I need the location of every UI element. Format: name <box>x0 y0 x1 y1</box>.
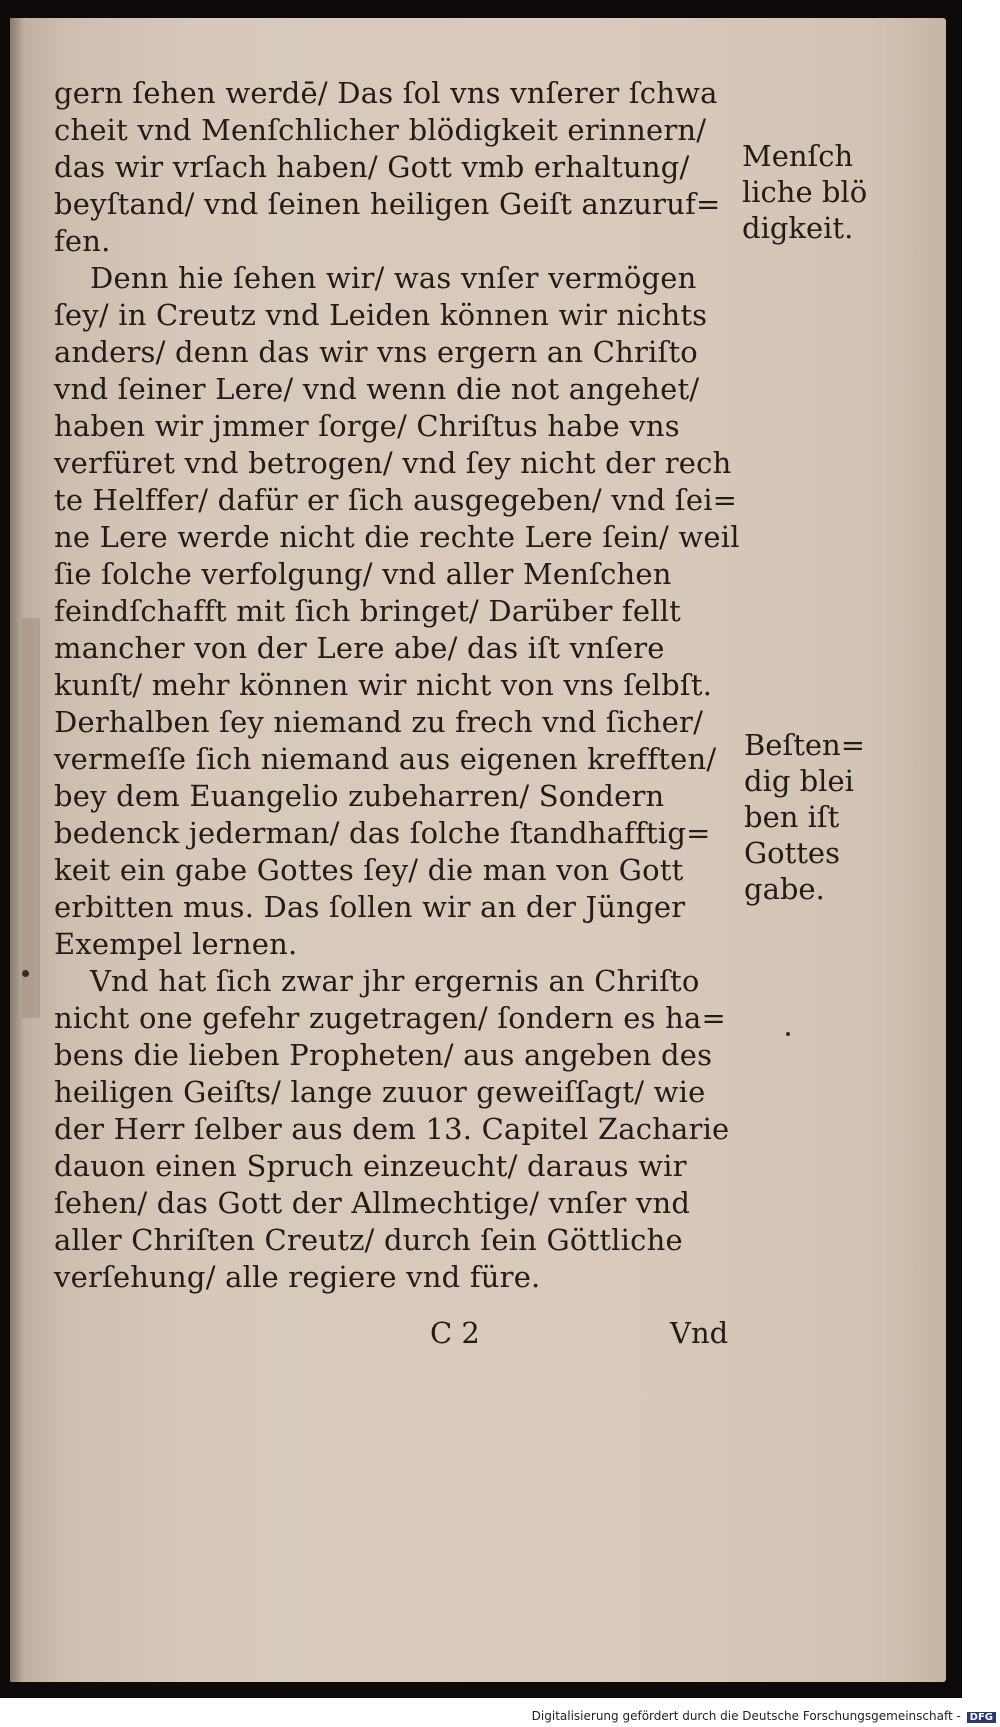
margin-note-line: gabe. <box>744 872 825 906</box>
text-line: ſehen/ das Gott der Allmechtige/ vnſer vnd <box>54 1186 691 1220</box>
margin-note-line: Menſch <box>742 139 854 173</box>
text-line: ne Lere werde nicht die rechte Lere ſein/ weil <box>54 520 740 554</box>
text-line: Denn hie ſehen wir/ was vnſer vermögen <box>90 261 697 295</box>
margin-note-line: Beſten= <box>744 728 865 762</box>
text-line: feindſchafft mit ſich bringet/ Darüber fellt <box>54 594 682 628</box>
digitization-credit <box>532 1709 996 1723</box>
text-line: kunſt/ mehr können wir nicht von vns ſelbſt. <box>54 668 713 702</box>
signature-mark: C 2 <box>430 1316 480 1350</box>
text-line: ſie ſolche verfolgung/ vnd aller Menſchen <box>54 557 672 591</box>
dfg-logo: DFG <box>967 1712 996 1723</box>
margin-note-bestendig-bleiben <box>744 727 865 907</box>
credit-text: Digitalisierung gefördert durch die Deutsche Forschungsgemeinschaft - <box>531 1709 961 1723</box>
catchword: Vnd <box>670 1316 729 1350</box>
text-line: Exempel lernen. <box>54 927 298 961</box>
text-line: verſehung/ alle regiere vnd füre. <box>54 1260 541 1294</box>
text-line: cheit vnd Menſchlicher blödigkeit erinnern/ <box>54 113 707 147</box>
text-line: anders/ denn das wir vns ergern an Chriſto <box>54 335 698 369</box>
text-line: vnd ſeiner Lere/ vnd wenn die not angehet/ <box>54 372 700 406</box>
main-text-column <box>54 75 740 1296</box>
text-line: erbitten mus. Das ſollen wir an der Jünger <box>54 890 686 924</box>
ink-speck <box>22 970 29 977</box>
text-line: ſey/ in Creutz vnd Leiden können wir nichts <box>54 298 708 332</box>
text-line: gern ſehen werdē/ Das ſol vns vnſerer ſchwa <box>54 76 718 110</box>
text-line: bedenck jederman/ das ſolche ſtandhafftig= <box>54 816 711 850</box>
text-line: vermeſſe ſich niemand aus eigenen krefften/ <box>54 742 717 776</box>
text-line: beyſtand/ vnd ſeinen heiligen Geiſt anzuruf= <box>54 187 721 221</box>
ink-speck <box>786 1032 790 1036</box>
text-line: fen. <box>54 224 111 258</box>
page-stain <box>22 618 40 1018</box>
margin-note-line: liche blö <box>742 175 868 209</box>
text-line: heiligen Geiſts/ lange zuuor geweiſſagt/ wie <box>54 1075 706 1109</box>
text-line: nicht one gefehr zugetragen/ ſondern es ha= <box>54 1001 727 1035</box>
margin-note-line: Gottes <box>744 836 840 870</box>
text-line: das wir vrſach haben/ Gott vmb erhaltung/ <box>54 150 690 184</box>
text-line: Vnd hat ſich zwar jhr ergernis an Chriſto <box>90 964 700 998</box>
text-line: keit ein gabe Gottes ſey/ die man von Gott <box>54 853 684 887</box>
text-line: aller Chriſten Creutz/ durch ſein Göttliche <box>54 1223 683 1257</box>
text-line: bey dem Euangelio zubeharren/ Sondern <box>54 779 665 813</box>
text-line: Derhalben ſey niemand zu frech vnd ſicher/ <box>54 705 704 739</box>
text-line: dauon einen Spruch einzeucht/ daraus wir <box>54 1149 687 1183</box>
text-line: haben wir jmmer ſorge/ Chriſtus habe vns <box>54 409 680 443</box>
margin-note-line: dig blei <box>744 764 854 798</box>
text-line: te Helffer/ dafür er ſich ausgegeben/ vnd ſei= <box>54 483 738 517</box>
margin-note-line: ben iſt <box>744 800 840 834</box>
text-line: verfüret vnd betrogen/ vnd ſey nicht der rech <box>54 446 732 480</box>
text-line: bens die lieben Propheten/ aus angeben des <box>54 1038 713 1072</box>
text-line: der Herr ſelber aus dem 13. Capitel Zacharie <box>54 1112 730 1146</box>
margin-note-line: digkeit. <box>742 211 854 245</box>
text-line: mancher von der Lere abe/ das iſt vnſere <box>54 631 665 665</box>
margin-note-menschliche-bloedigkeit <box>742 138 867 246</box>
